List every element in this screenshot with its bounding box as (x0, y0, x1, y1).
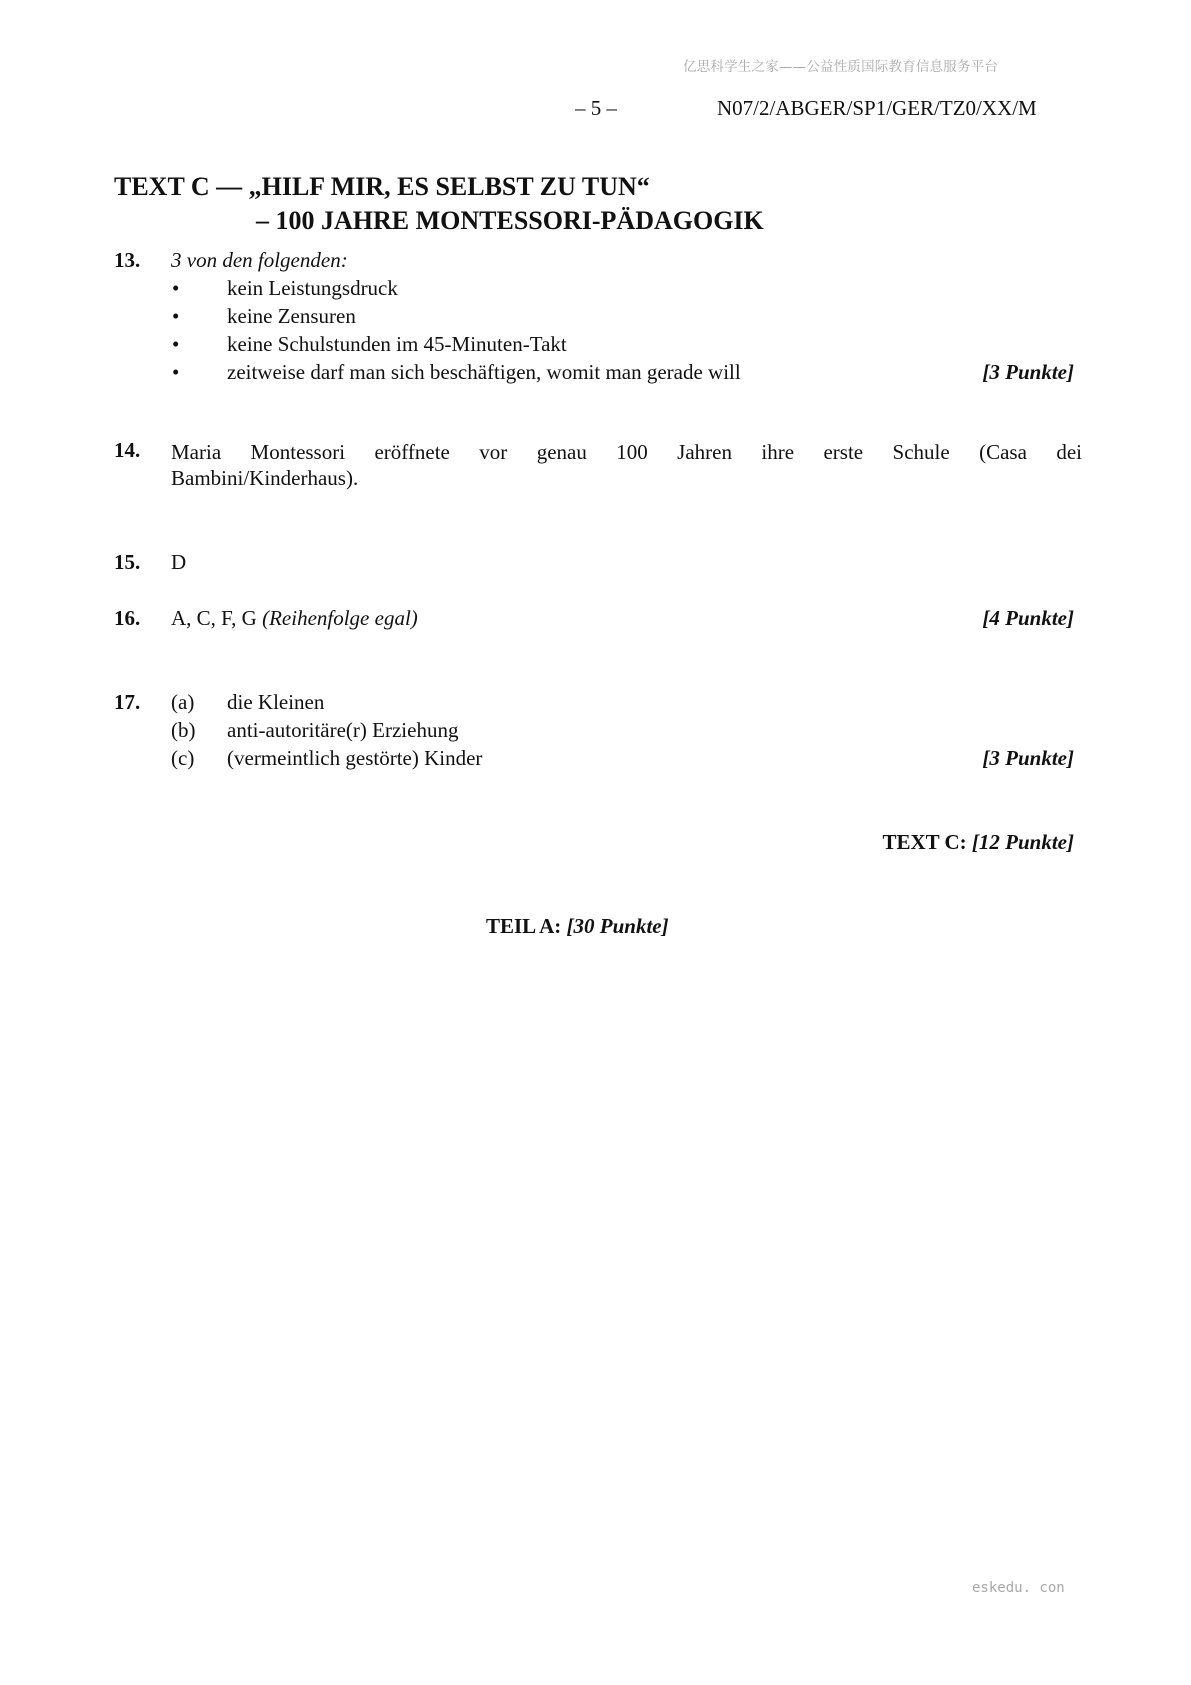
section-title (114, 170, 764, 238)
q16-answer-line (171, 606, 418, 631)
q16-points: [4 Punkte] (982, 606, 1074, 630)
question-number-15: 15. (114, 550, 141, 574)
q17-item-label: (b) (171, 718, 196, 742)
teil-a-total-value: [30 Punkte] (566, 914, 669, 938)
q16-note: (Reihenfolge egal) (262, 606, 418, 630)
question-number-16: 16. (114, 606, 141, 630)
section-title-line1: TEXT C — „HILF MIR, ES SELBST ZU TUN“ (114, 172, 650, 201)
q14-answer-line2: Bambini/Kinderhaus). (171, 466, 359, 490)
q13-item: keine Zensuren (227, 304, 356, 328)
q17-item-label: (a) (171, 690, 195, 714)
q13-item: keine Schulstunden im 45-Minuten-Takt (227, 332, 567, 356)
q16-answer: A, C, F, G (171, 606, 257, 630)
text-c-total-value: [12 Punkte] (971, 830, 1074, 854)
bullet: • (172, 276, 180, 300)
q17-item-label: (c) (171, 746, 195, 770)
q13-points: [3 Punkte] (982, 360, 1074, 384)
text-c-total-label: TEXT C: (882, 830, 967, 854)
question-number-13: 13. (114, 248, 141, 272)
question-number-14: 14. (114, 438, 141, 462)
q13-intro: 3 von den folgenden: (171, 248, 348, 272)
q17-points: [3 Punkte] (982, 746, 1074, 770)
teil-a-total (486, 914, 669, 939)
q13-item: zeitweise darf man sich beschäftigen, womit man gerade will (227, 360, 741, 384)
q15-answer: D (171, 550, 187, 574)
watermark-bottom: eskedu. con (972, 1580, 1065, 1596)
q14-answer-line1: Maria Montessori eröffnete vor genau 100 Jahren ihre erste Schule (Casa dei (171, 440, 1082, 464)
q17-item-text: die Kleinen (227, 690, 325, 714)
bullet: • (172, 332, 180, 356)
section-title-line2: – 100 JAHRE MONTESSORI-PÄDAGOGIK (256, 206, 764, 235)
bullet: • (172, 360, 180, 384)
q17-item-text: (vermeintlich gestörte) Kinder (227, 746, 483, 770)
question-number-17: 17. (114, 690, 141, 714)
teil-a-total-label: TEIL A: (486, 914, 562, 938)
text-c-total (882, 830, 1074, 855)
q13-item: kein Leistungsdruck (227, 276, 398, 300)
q17-item-text: anti-autoritäre(r) Erziehung (227, 718, 459, 742)
bullet: • (172, 304, 180, 328)
document-code: N07/2/ABGER/SP1/GER/TZ0/XX/M (717, 96, 1037, 120)
page-number: – 5 – (575, 96, 617, 120)
watermark-top: 亿思科学生之家——公益性质国际教育信息服务平台 (683, 59, 999, 75)
